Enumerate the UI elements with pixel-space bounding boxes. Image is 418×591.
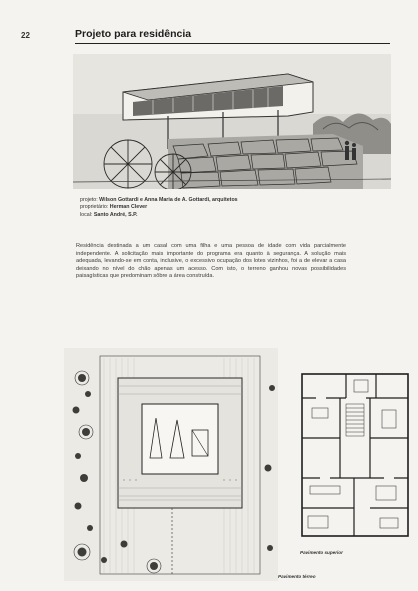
description-paragraph: Residência destinada a um casal com uma filha e uma pessoa de idade com vida parcialmente independente. A solicitação mais importante do programa era quanto à segurança. A solução mais adequada, levando-se em conta, inclusive, o excessivo ocupação dos lotes vizinhos, foi a de elevar a casa deixando no nível do chão apenas um acesso. Com isto, o terreno ganhou novas possibilidades paisagísticas que predominam sôbre a área construída. [76,243,346,280]
title-rule [75,43,390,44]
upper-floor-caption: Pavimento superior [300,550,343,555]
ground-floor-drawing [64,348,278,581]
credit-row [80,212,238,219]
credit-row [80,204,238,211]
upper-floor-plan [296,368,414,544]
credits [80,197,238,219]
page-title: Projeto para residência [75,28,192,40]
credit-value: Santo André, S.P. [93,211,138,218]
ground-floor-plan [64,348,278,581]
credit-label: projeto: [80,197,98,203]
page-number: 22 [21,31,30,40]
credit-row [80,197,238,204]
ground-floor-caption: Pavimento térreo [278,574,316,579]
credit-value: Wilson Gottardi e Anna Maria de A. Gottardi, arquitetos [99,197,238,203]
credit-label: local: [80,211,93,218]
credit-label: proprietário: [80,204,109,211]
title-block [75,28,390,44]
upper-floor-drawing [296,368,414,544]
credit-value: Herman Clever [109,204,148,211]
house-perspective-sketch [73,54,391,189]
sketch-drawing [73,54,391,189]
